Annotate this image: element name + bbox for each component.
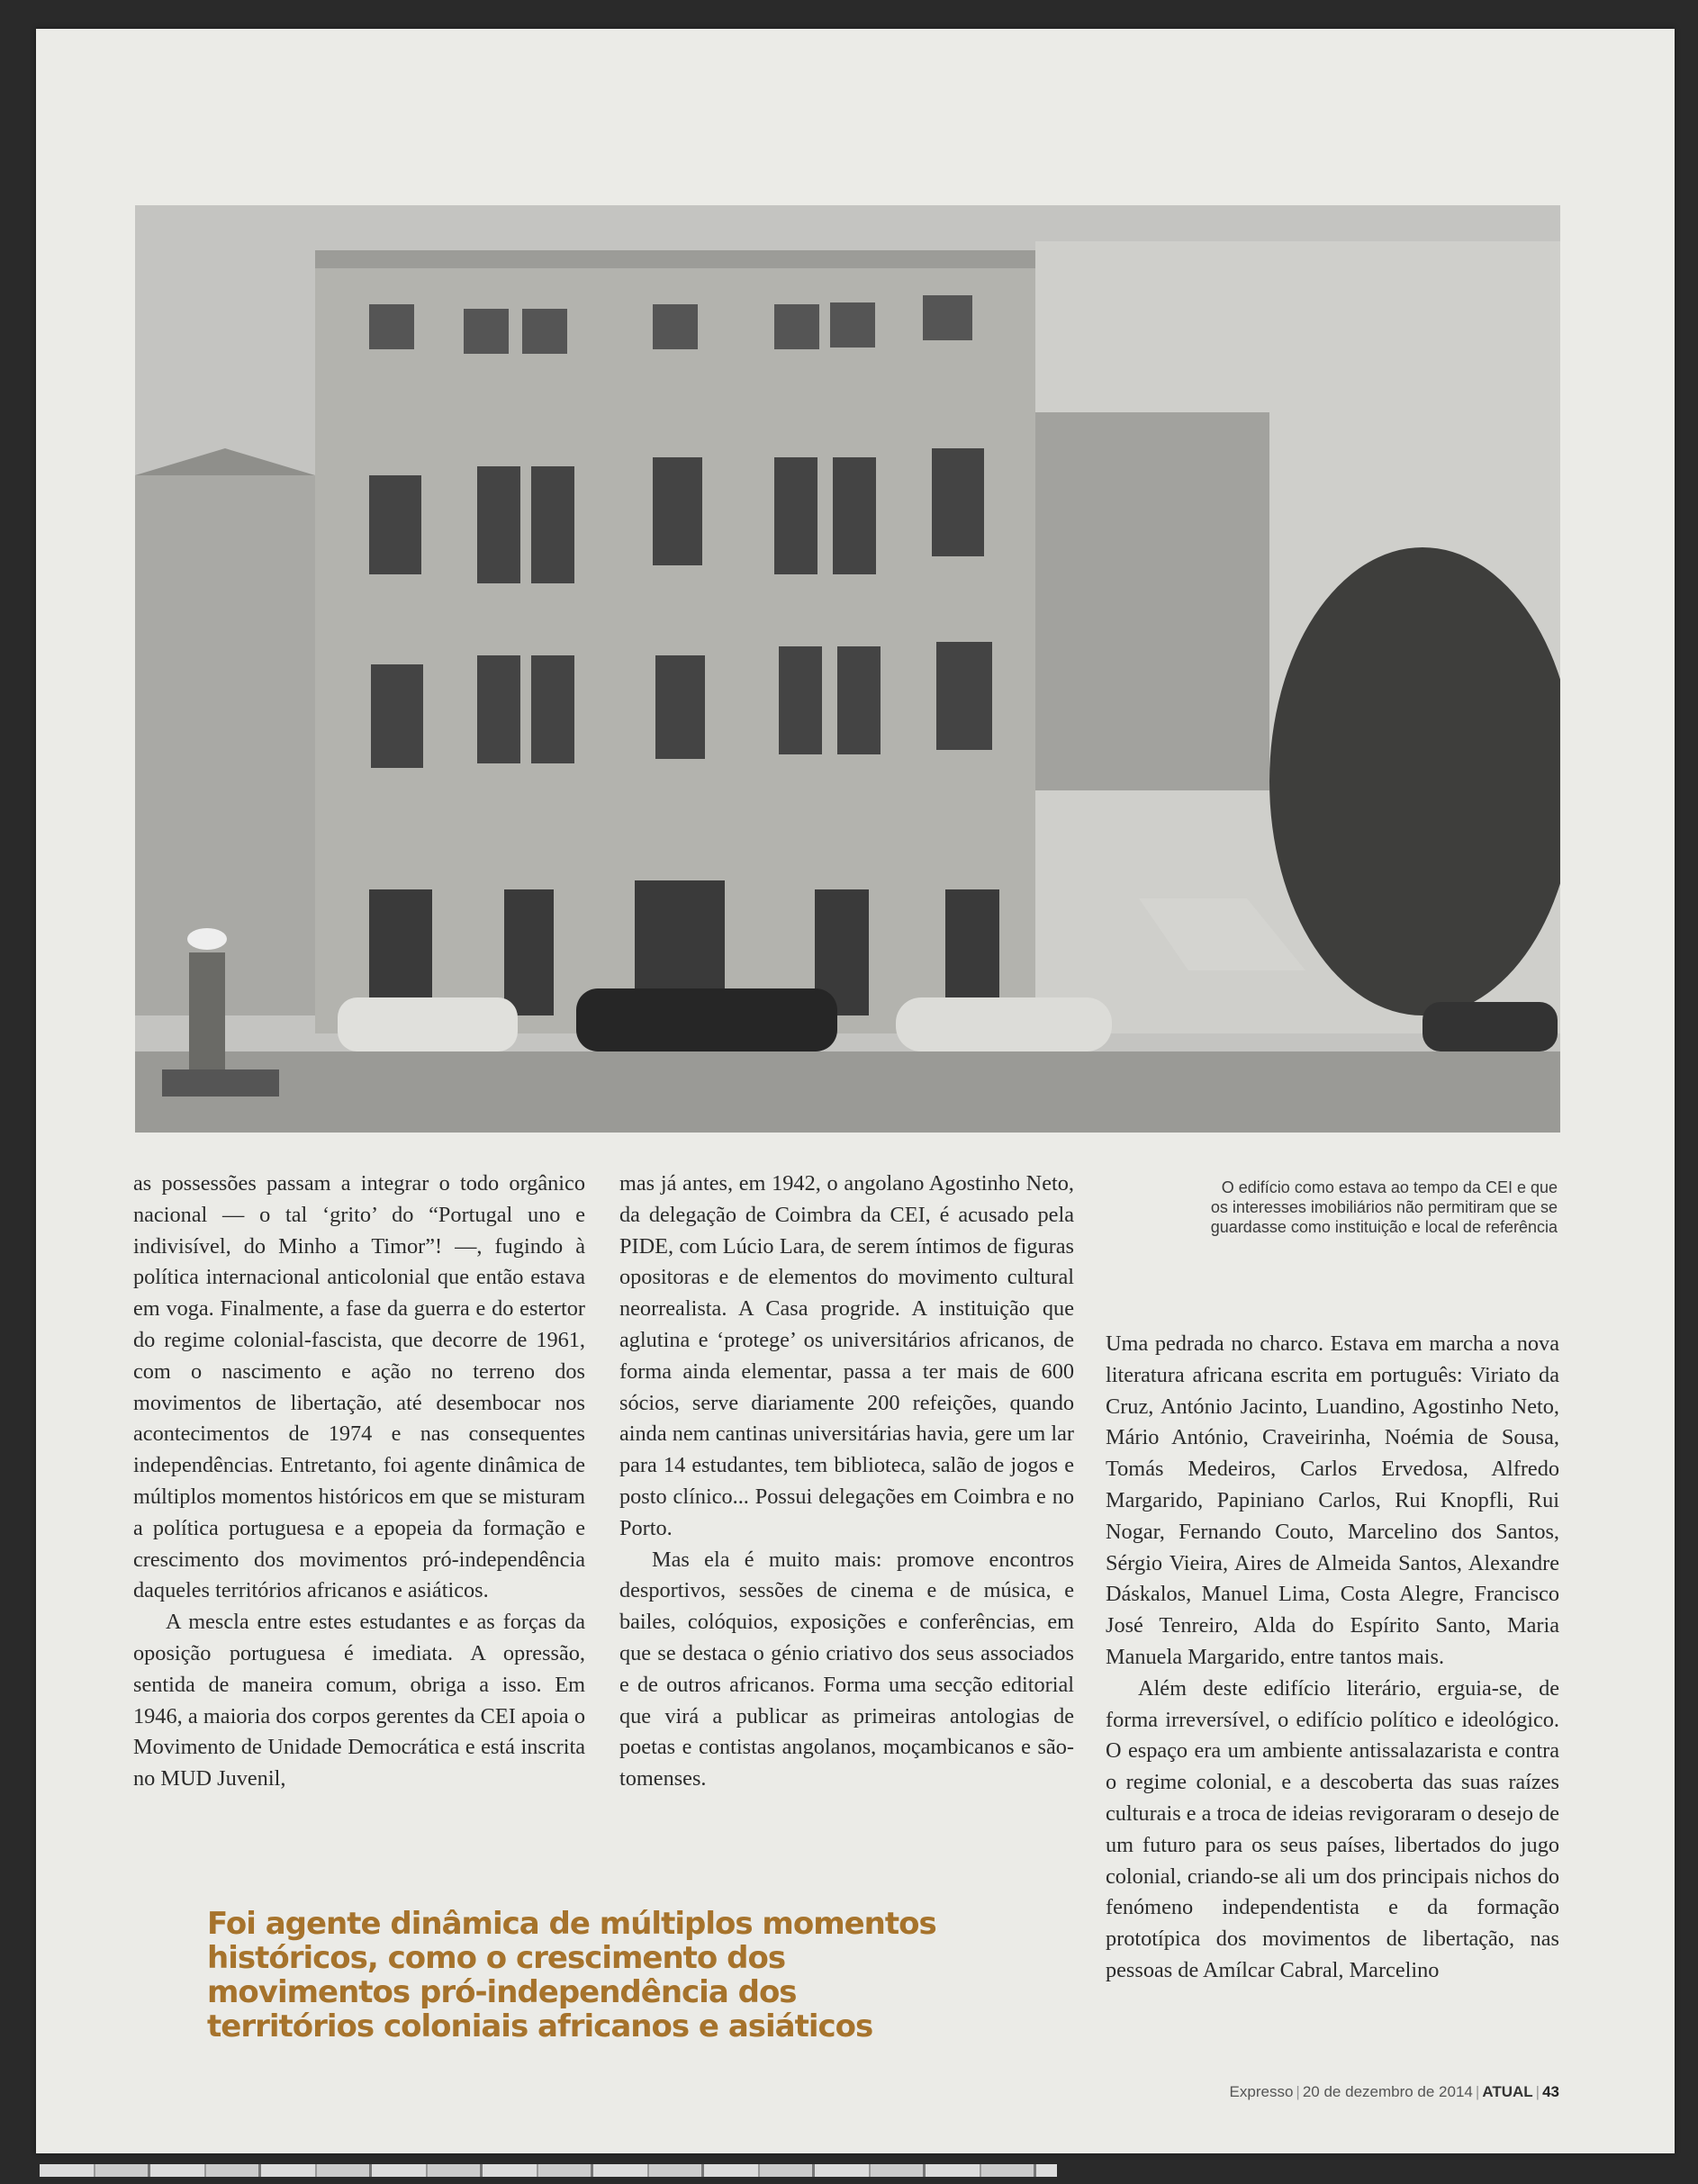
article-column-3 [1106, 1329, 1559, 1987]
paragraph: Além deste edifício literário, erguia-se, de forma irreversível, o edifício político e ideológico. O espaço era um ambiente antissalazarista e contra o regime colonial, e a descoberta das suas raízes culturais e a troca de ideias revigoraram o desejo de um futuro para os seus países, libertados do jugo colonial, criando-se ali um dos principais nichos do fenómeno independentista e da formação prototípica dos movimentos de libertação, nas pessoas de Amílcar Cabral, Marcelino [1106, 1675, 1559, 1982]
article-column-1 [133, 1169, 585, 1795]
building-photo [135, 205, 1560, 1133]
pull-quote: Foi agente dinâmica de múltiplos momentos históricos, como o crescimento dos movimentos pró-independência dos territórios coloniais africanos e asiáticos [207, 1906, 936, 2044]
section-name: ATUAL [1482, 2083, 1533, 2100]
paragraph: Uma pedrada no charco. Estava em marcha a nova literatura africana escrita em português: Viriato da Cruz, António Jacinto, Luandino, Agostinho Neto, Mário António, Craveirinha, Noémia de Sousa, Tomás Medeiros, Carlos Ervedosa, Alfredo Margarido, Papiniano Carlos, Rui Knopfli, Rui Nogar, Fernando Couto, Marcelino dos Santos, Sérgio Vieira, Aires de Almeida Santos, Alexandre Dáskalos, Manuel Lima, Costa Alegre, Francisco José Tenreiro, Alda do Espírito Santo, Maria Manuela Margarido, entre tantos mais. [1106, 1331, 1559, 1669]
issue-date: 20 de dezembro de 2014 [1302, 2083, 1473, 2100]
page-number: 43 [1542, 2083, 1559, 2100]
footer-separator: | [1535, 2083, 1540, 2100]
photo-caption: O edifício como estava ao tempo da CEI e que os interesses imobiliários não permitiram que se guardasse como instituição e local de referência [1210, 1178, 1558, 1236]
footer-separator: | [1296, 2083, 1300, 2100]
scan-color-bar [40, 2164, 1057, 2177]
paragraph: as possessões passam a integrar o todo orgânico nacional — o tal ‘grito’ do “Portugal uno e indivisível, do Minho a Timor”! —, fugindo à política internacional anticolonial que então estava em voga. Finalmente, a fase da guerra e do estertor do regime colonial-fascista, que decorre de 1961, com o nascimento e ação no terreno dos movimentos de libertação, até desembocar nos acontecimentos de 1974 e nas consequentes independências. Entretanto, foi agente dinâmica de múltiplos momentos históricos em que se misturam a política portuguesa e a epopeia da formação e crescimento dos movimentos pró-independência daqueles territórios africanos e asiáticos. [133, 1171, 585, 1603]
page-footer [1116, 2083, 1559, 2101]
paragraph: Mas ela é muito mais: promove encontros desportivos, sessões de cinema e de música, e bailes, colóquios, exposições e conferências, em que se destaca o génio criativo dos seus associados e de outros africanos. Forma uma secção editorial que virá a publicar as primeiras antologias de poetas e contistas angolanos, moçambicanos e são-tomenses. [619, 1547, 1074, 1791]
magazine-page [36, 29, 1675, 2153]
footer-separator: | [1475, 2083, 1480, 2100]
publication-name: Expresso [1229, 2083, 1294, 2100]
article-column-2 [619, 1169, 1074, 1795]
paragraph: mas já antes, em 1942, o angolano Agostinho Neto, da delegação de Coimbra da CEI, é acusado pela PIDE, com Lúcio Lara, de serem íntimos de figuras opositoras e de elementos do movimento cultural neorrealista. A Casa progride. A instituição que aglutina e ‘protege’ os universitários africanos, de forma ainda elementar, passa a ter mais de 600 sócios, serve diariamente 200 refeições, quando ainda nem cantinas universitárias havia, gere um lar para 14 estudantes, tem biblioteca, salão de jogos e posto clínico... Possui delegações em Coimbra e no Porto. [619, 1171, 1074, 1540]
paragraph: A mescla entre estes estudantes e as forças da oposição portuguesa é imediata. A opressão, sentida de maneira comum, obriga a isso. Em 1946, a maioria dos corpos gerentes da CEI apoia o Movimento de Unidade Democrática e está inscrita no MUD Juvenil, [133, 1610, 585, 1791]
building-illustration [135, 205, 1560, 1133]
